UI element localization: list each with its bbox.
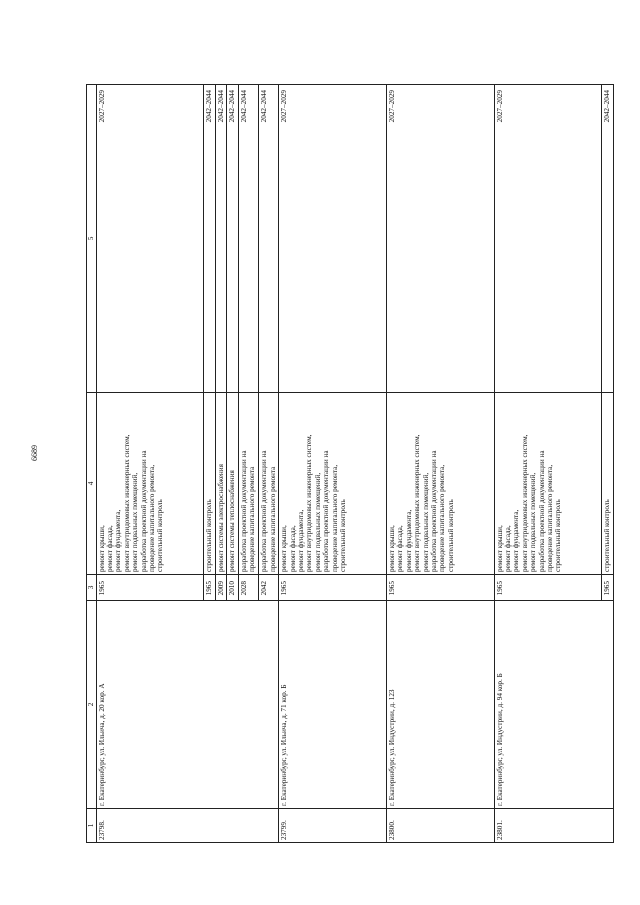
table-row [279, 85, 387, 843]
row-number: 23801. [494, 809, 613, 843]
header-col-1: 1 [87, 809, 97, 843]
row-number: 23798. [96, 809, 279, 843]
row-works: разработка проектной документации на проведение капитального ремонта [238, 393, 258, 575]
row-year: 1965 [602, 575, 614, 601]
row-works: разработка проектной документации на проведение капитального ремонта [259, 393, 279, 575]
row-period: 2042–2044 [215, 85, 227, 393]
row-period: 2042–2044 [602, 85, 614, 393]
row-works: строительный контроль [602, 393, 614, 575]
row-year: 2009 [215, 575, 227, 601]
row-year: 2042 [259, 575, 279, 601]
row-address: г. Екатеринбург, ул. Ильича, д. 20 кор. А [96, 601, 279, 809]
row-year: 1965 [204, 575, 216, 601]
header-row [87, 85, 97, 843]
row-works: ремонт крыши, ремонт фасада, ремонт фундамента, ремонт внутридомовых инженерных систем, ремонт подвальных помещений, разработка проектной документации на проведение капитального ремонта, строительный контроль [279, 393, 387, 575]
row-period: 2027–2029 [279, 85, 387, 393]
row-period: 2042–2044 [227, 85, 239, 393]
row-year: 1965 [494, 575, 602, 601]
row-period: 2027–2029 [494, 85, 602, 393]
header-col-4: 4 [87, 393, 97, 575]
row-address: г. Екатеринбург, ул. Индустрии, д. 94 кор. Б [494, 601, 613, 809]
row-works: ремонт крыши, ремонт фасада, ремонт фундамента, ремонт внутридомовых инженерных систем, ремонт подвальных помещений, разработка проектной документации на проведение капитального ремонта, строительный контроль [494, 393, 602, 575]
row-works: строительный контроль [204, 393, 216, 575]
page-number: 6689 [30, 445, 39, 461]
row-period: 2027–2029 [386, 85, 494, 393]
row-year: 2028 [238, 575, 258, 601]
table-row [96, 85, 204, 843]
row-works: ремонт системы теплоснабжения [227, 393, 239, 575]
row-period: 2042–2044 [238, 85, 258, 393]
table-row [386, 85, 494, 843]
row-works: ремонт крыши, ремонт фасада, ремонт фундамента, ремонт внутридомовых инженерных систем, ремонт подвальных помещений, разработка проектной документации на проведение капитального ремонта, строительный контроль [96, 393, 204, 575]
header-col-5: 5 [87, 85, 97, 393]
row-works: ремонт крыши, ремонт фасада, ремонт фундамента, ремонт внутридомовых инженерных систем, ремонт подвальных помещений, разработка проектной документации на проведение капитального ремонта, строительный контроль [386, 393, 494, 575]
header-col-2: 2 [87, 601, 97, 809]
row-year: 1965 [96, 575, 204, 601]
row-period: 2042–2044 [259, 85, 279, 393]
row-year: 2010 [227, 575, 239, 601]
rotated-table-container [86, 85, 614, 843]
row-period: 2042–2044 [204, 85, 216, 393]
row-year: 1965 [279, 575, 387, 601]
row-address: г. Екатеринбург, ул. Ильича, д. 71 кор. Б [279, 601, 387, 809]
table-row [494, 85, 602, 843]
capital-repair-table [86, 84, 614, 843]
row-number: 23799. [279, 809, 387, 843]
row-works: ремонт системы электроснабжения [215, 393, 227, 575]
row-period: 2027–2029 [96, 85, 204, 393]
row-address: г. Екатеринбург, ул. Индустрии, д. 123 [386, 601, 494, 809]
row-year: 1965 [386, 575, 494, 601]
header-col-3: 3 [87, 575, 97, 601]
row-number: 23800. [386, 809, 494, 843]
